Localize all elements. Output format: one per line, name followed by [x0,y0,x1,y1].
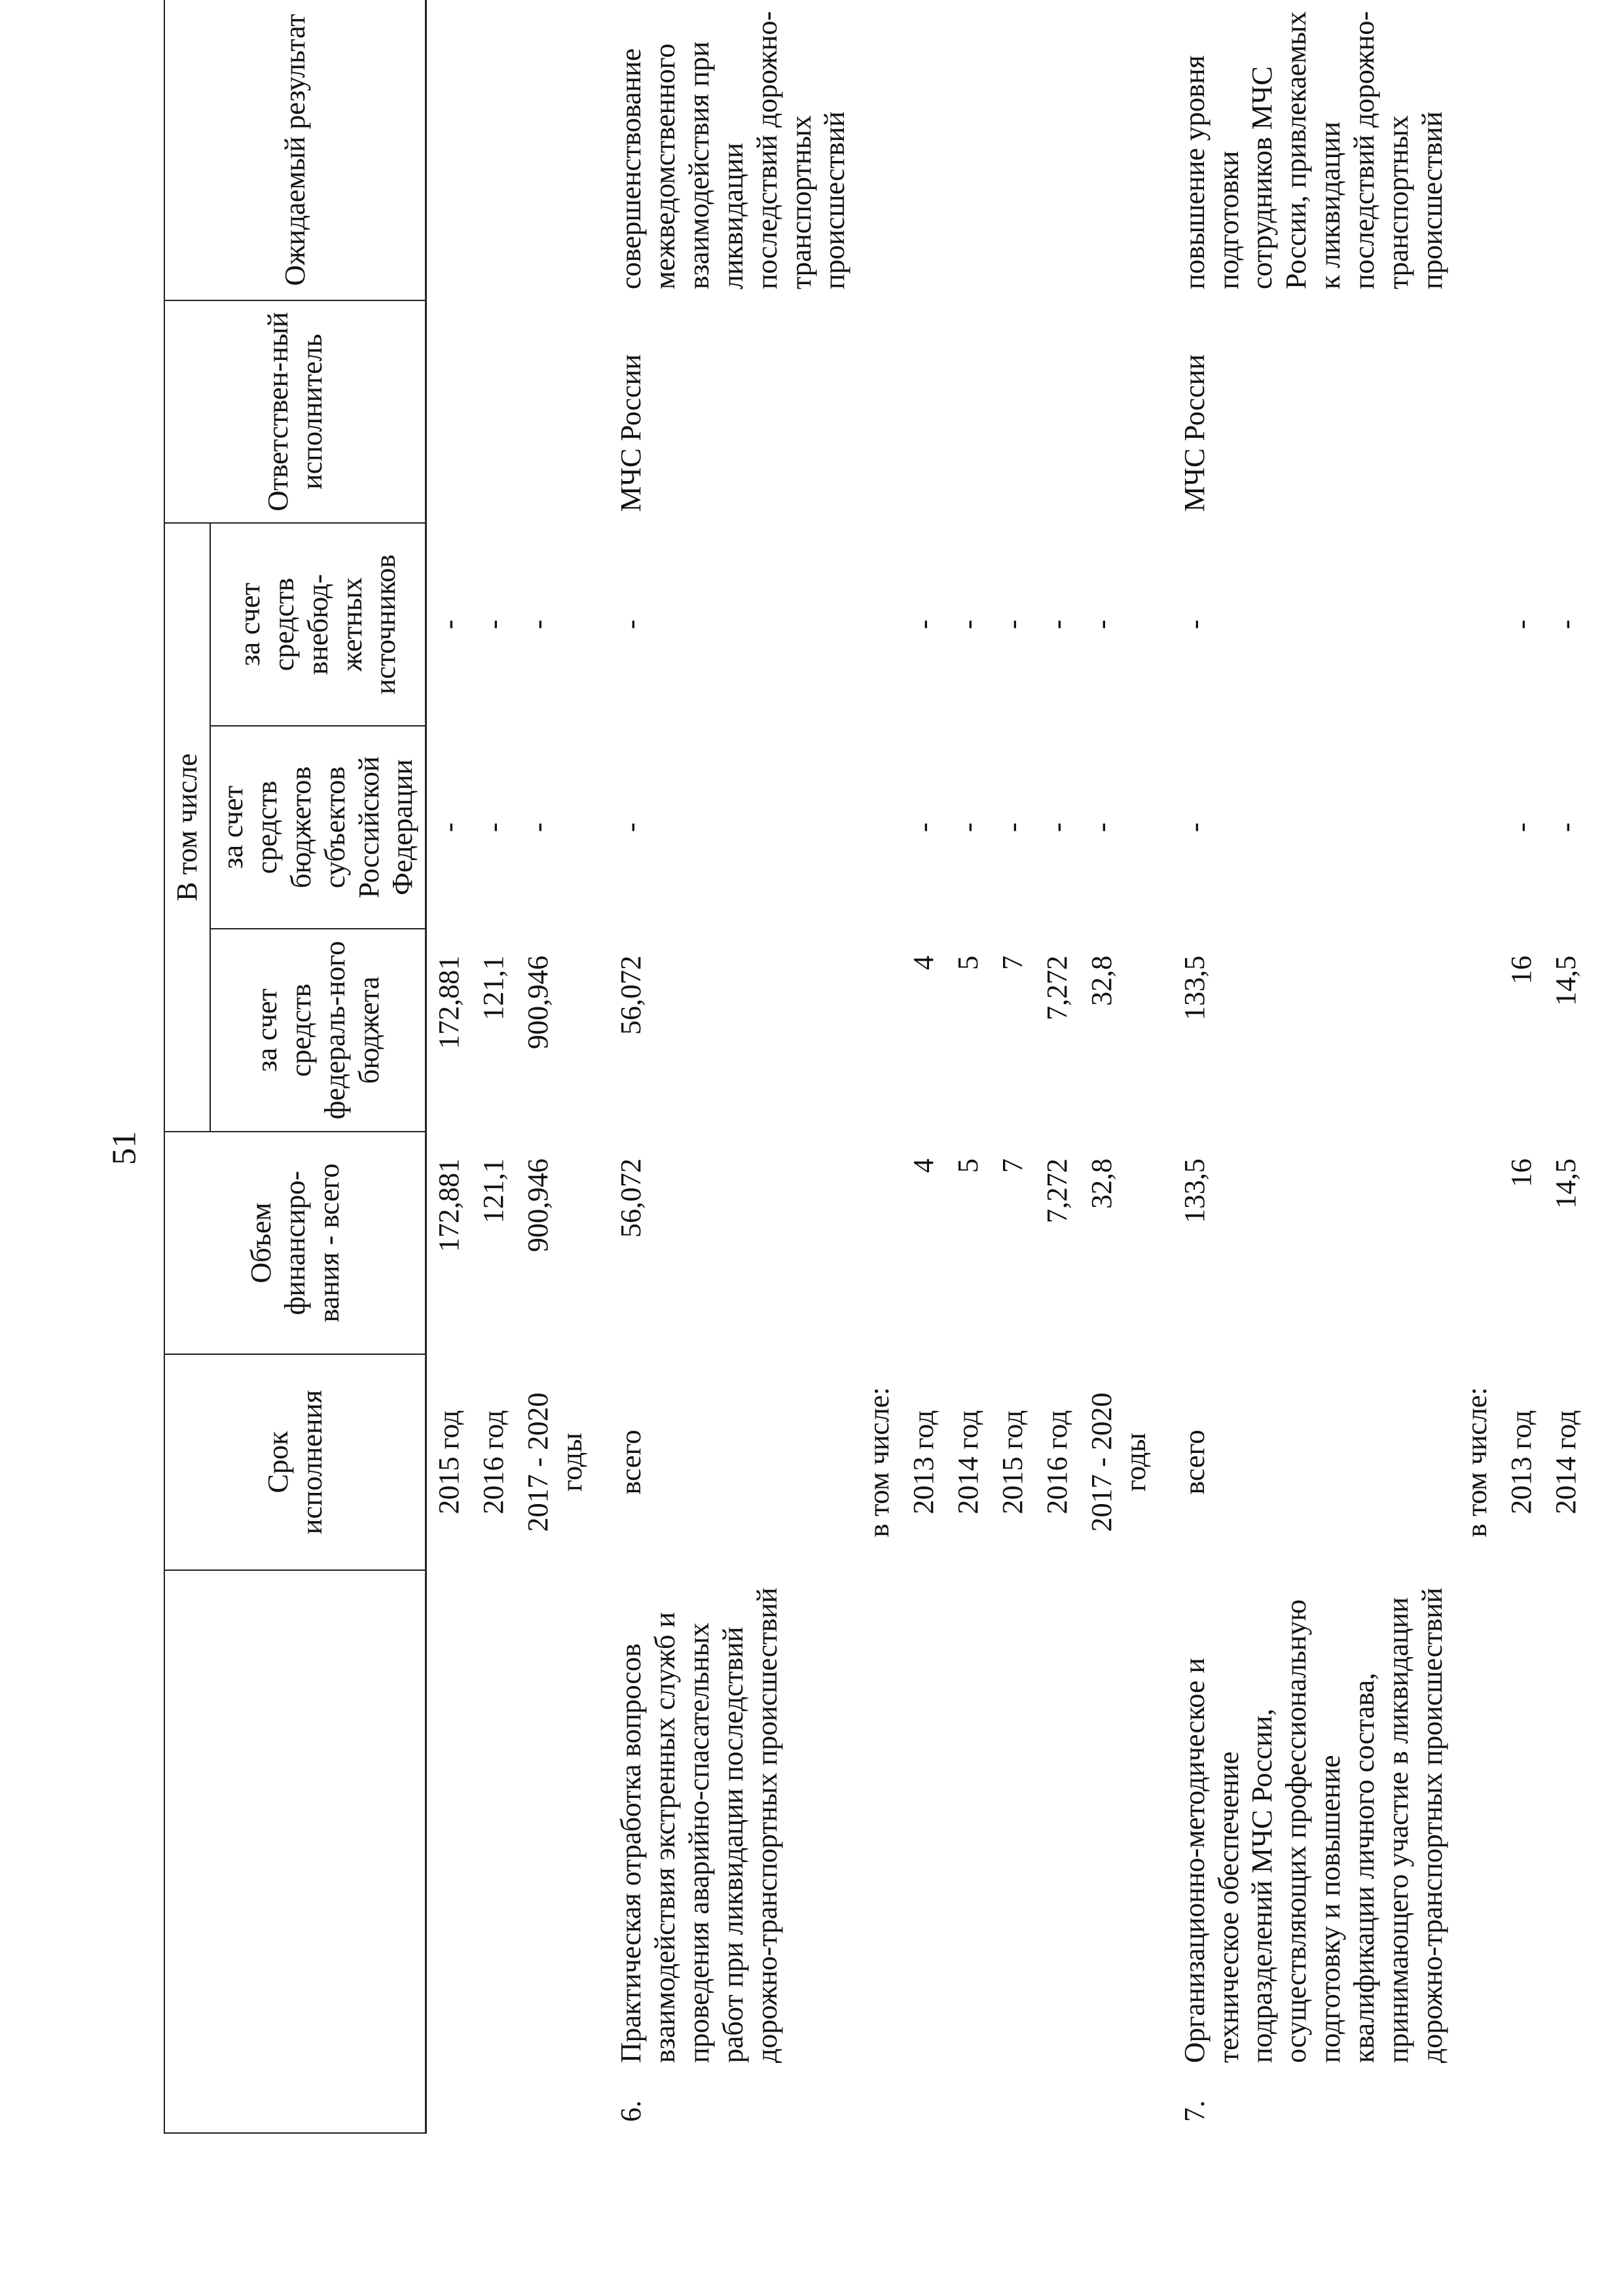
regional-cell [1455,726,1499,929]
regional-cell: - [1085,822,1118,833]
result-cell: совершенствование межведомственного взаимодействия при ликвидации последствий дорожно-транспортных происшествий [614,11,851,289]
total-cell: 14,5 [1549,1158,1582,1209]
offbudget-cell: - [1085,619,1118,630]
result-cell [1455,0,1499,300]
federal-cell: 56,072 [614,956,647,1035]
row-number [516,2074,594,2133]
regional-cell: - [1040,822,1073,833]
executor-cell [946,300,991,523]
result-cell [426,0,471,300]
table-row [946,0,991,2133]
total-cell: 56,072 [614,1158,647,1238]
table-body [426,0,1588,2133]
total-cell: 32,8 [1085,1158,1118,1209]
row-number [1455,2074,1499,2133]
regional-cell: - [996,822,1029,833]
regional-cell: - [952,822,985,833]
federal-cell: 4 [907,956,940,970]
result-cell [991,0,1035,300]
table-row [1035,0,1080,2133]
executor-cell: МЧС России [614,354,647,512]
measure-name [1544,1570,1588,2074]
measure-name [991,1570,1035,2074]
federal-cell: 7 [996,956,1029,970]
offbudget-cell [857,523,902,726]
offbudget-cell: - [996,619,1029,630]
executor-cell [1499,300,1544,523]
result-cell [857,0,902,300]
total-cell: 900,946 [522,1158,555,1252]
term-cell: 2013 год [907,1410,940,1515]
header-term: Срок исполнения [164,1354,426,1570]
federal-cell: 16 [1504,956,1537,984]
federal-cell: 14,5 [1549,956,1582,1006]
regional-cell: - [1549,822,1582,833]
term-cell: 2013 год [1504,1410,1537,1515]
term-cell: 2014 год [1549,1410,1582,1515]
total-cell: 121,1 [477,1158,510,1223]
row-number [1035,2074,1080,2133]
program-table [164,0,1588,2134]
row-number: 6. [614,2100,647,2122]
table-row [1455,0,1499,2133]
table-header [164,0,426,2133]
offbudget-cell: - [477,619,510,630]
offbudget-cell: - [1178,619,1211,630]
table-row [426,0,471,2133]
result-cell: повышение уровня подготовки сотрудников МЧС России, привлекаемых к ликвидации последствий дорожно-транспортных происшествий [1178,11,1448,289]
table-row [516,0,594,2133]
federal-cell: 900,946 [522,956,555,1049]
term-cell: в том числе: [863,1387,896,1537]
table-row [1544,0,1588,2133]
table-row [594,0,857,2133]
result-cell [946,0,991,300]
offbudget-cell: - [433,619,465,630]
offbudget-cell: - [952,619,985,630]
header-total: Объем финансиро-вания - всего [164,1132,426,1354]
table-row [471,0,516,2133]
total-cell: 5 [952,1158,985,1173]
measure-name [1035,1570,1080,2074]
executor-cell [516,300,594,523]
result-cell [1080,0,1158,300]
regional-cell: - [477,822,510,833]
measure-name [946,1570,991,2074]
term-cell: 2017 - 2020 годы [522,1392,589,1532]
regional-cell: - [1504,822,1537,833]
measure-name [1499,1570,1544,2074]
result-cell [1499,0,1544,300]
regional-cell: - [614,822,647,833]
table-row [1499,0,1544,2133]
federal-cell: 133,5 [1178,956,1211,1020]
offbudget-cell: - [614,619,647,630]
regional-cell: - [907,822,940,833]
rotated-table-container [164,0,1582,2134]
row-number: 7. [1178,2100,1211,2122]
row-number [1544,2074,1588,2133]
row-number [426,2074,471,2133]
executor-cell [1544,300,1588,523]
executor-cell [1035,300,1080,523]
regional-cell: - [433,822,465,833]
executor-cell: МЧС России [1178,354,1211,512]
total-cell [857,1132,902,1354]
term-cell: 2016 год [477,1410,510,1515]
measure-name: Организационно-методическое и техническое обеспечение подразделений МЧС России, осуществляющих профессиональную подготовку и повышение квалификации личного состава, принимающего участие в ликвидации дорожно-транспортных происшествий [1178,1587,1448,2063]
term-cell: 2015 год [996,1410,1029,1515]
term-cell: 2015 год [433,1410,465,1515]
result-cell [902,0,946,300]
header-result: Ожидаемый результат [164,0,426,300]
header-including: В том числе [164,523,210,1132]
total-cell: 4 [907,1158,940,1173]
result-cell [1544,0,1588,300]
offbudget-cell: - [1040,619,1073,630]
header-blank [164,1570,426,2133]
executor-cell [426,300,471,523]
federal-cell [857,929,902,1132]
federal-cell: 121,1 [477,956,510,1020]
term-cell: всего [614,1429,647,1495]
measure-name [902,1570,946,2074]
row-number [1499,2074,1544,2133]
header-regional: за счет средств бюджетов субъектов Российской Федерации [210,726,426,929]
row-number [1080,2074,1158,2133]
measure-name [1455,1570,1499,2074]
table-row [1080,0,1158,2133]
table-row [991,0,1035,2133]
row-number [471,2074,516,2133]
offbudget-cell: - [1504,619,1537,630]
total-cell: 7,272 [1040,1158,1073,1223]
total-cell: 7 [996,1158,1029,1173]
term-cell: 2016 год [1040,1410,1073,1515]
offbudget-cell: - [907,619,940,630]
page-number: 51 [105,1131,143,1165]
offbudget-cell: - [1549,619,1582,630]
regional-cell: - [522,822,555,833]
header-executor: Ответствен-ный исполнитель [164,300,426,523]
measure-name [857,1570,902,2074]
row-number [946,2074,991,2133]
federal-cell [1455,929,1499,1132]
offbudget-cell: - [522,619,555,630]
offbudget-cell [1455,523,1499,726]
table-row [1158,0,1455,2133]
federal-cell: 32,8 [1085,956,1118,1006]
header-federal: за счет средств федераль-ного бюджета [210,929,426,1132]
total-cell: 133,5 [1178,1158,1211,1223]
row-number [902,2074,946,2133]
term-cell: в том числе: [1460,1387,1493,1537]
measure-name: Практическая отработка вопросов взаимодействия экстренных служб и проведения аварийно-спасательных работ при ликвидации последствий дорожно-транспортных происшествий [614,1587,783,2063]
executor-cell [902,300,946,523]
term-cell: 2014 год [952,1410,985,1515]
row-number [857,2074,902,2133]
result-cell [471,0,516,300]
executor-cell [857,300,902,523]
measure-name [516,1570,594,2074]
total-cell [1455,1132,1499,1354]
term-cell: всего [1178,1429,1211,1495]
executor-cell [1455,300,1499,523]
header-offbudget: за счет средств внебюд-жетных источников [210,523,426,726]
row-number [991,2074,1035,2133]
federal-cell: 7,272 [1040,956,1073,1020]
executor-cell [1080,300,1158,523]
total-cell: 16 [1504,1158,1537,1187]
regional-cell: - [1178,822,1211,833]
total-cell: 172,881 [433,1158,465,1252]
table-row [902,0,946,2133]
table-row [857,0,902,2133]
regional-cell [857,726,902,929]
result-cell [516,0,594,300]
federal-cell: 172,881 [433,956,465,1049]
measure-name [426,1570,471,2074]
measure-name [1080,1570,1158,2074]
result-cell [1035,0,1080,300]
executor-cell [471,300,516,523]
federal-cell: 5 [952,956,985,970]
measure-name [471,1570,516,2074]
executor-cell [991,300,1035,523]
term-cell: 2017 - 2020 годы [1085,1392,1152,1532]
